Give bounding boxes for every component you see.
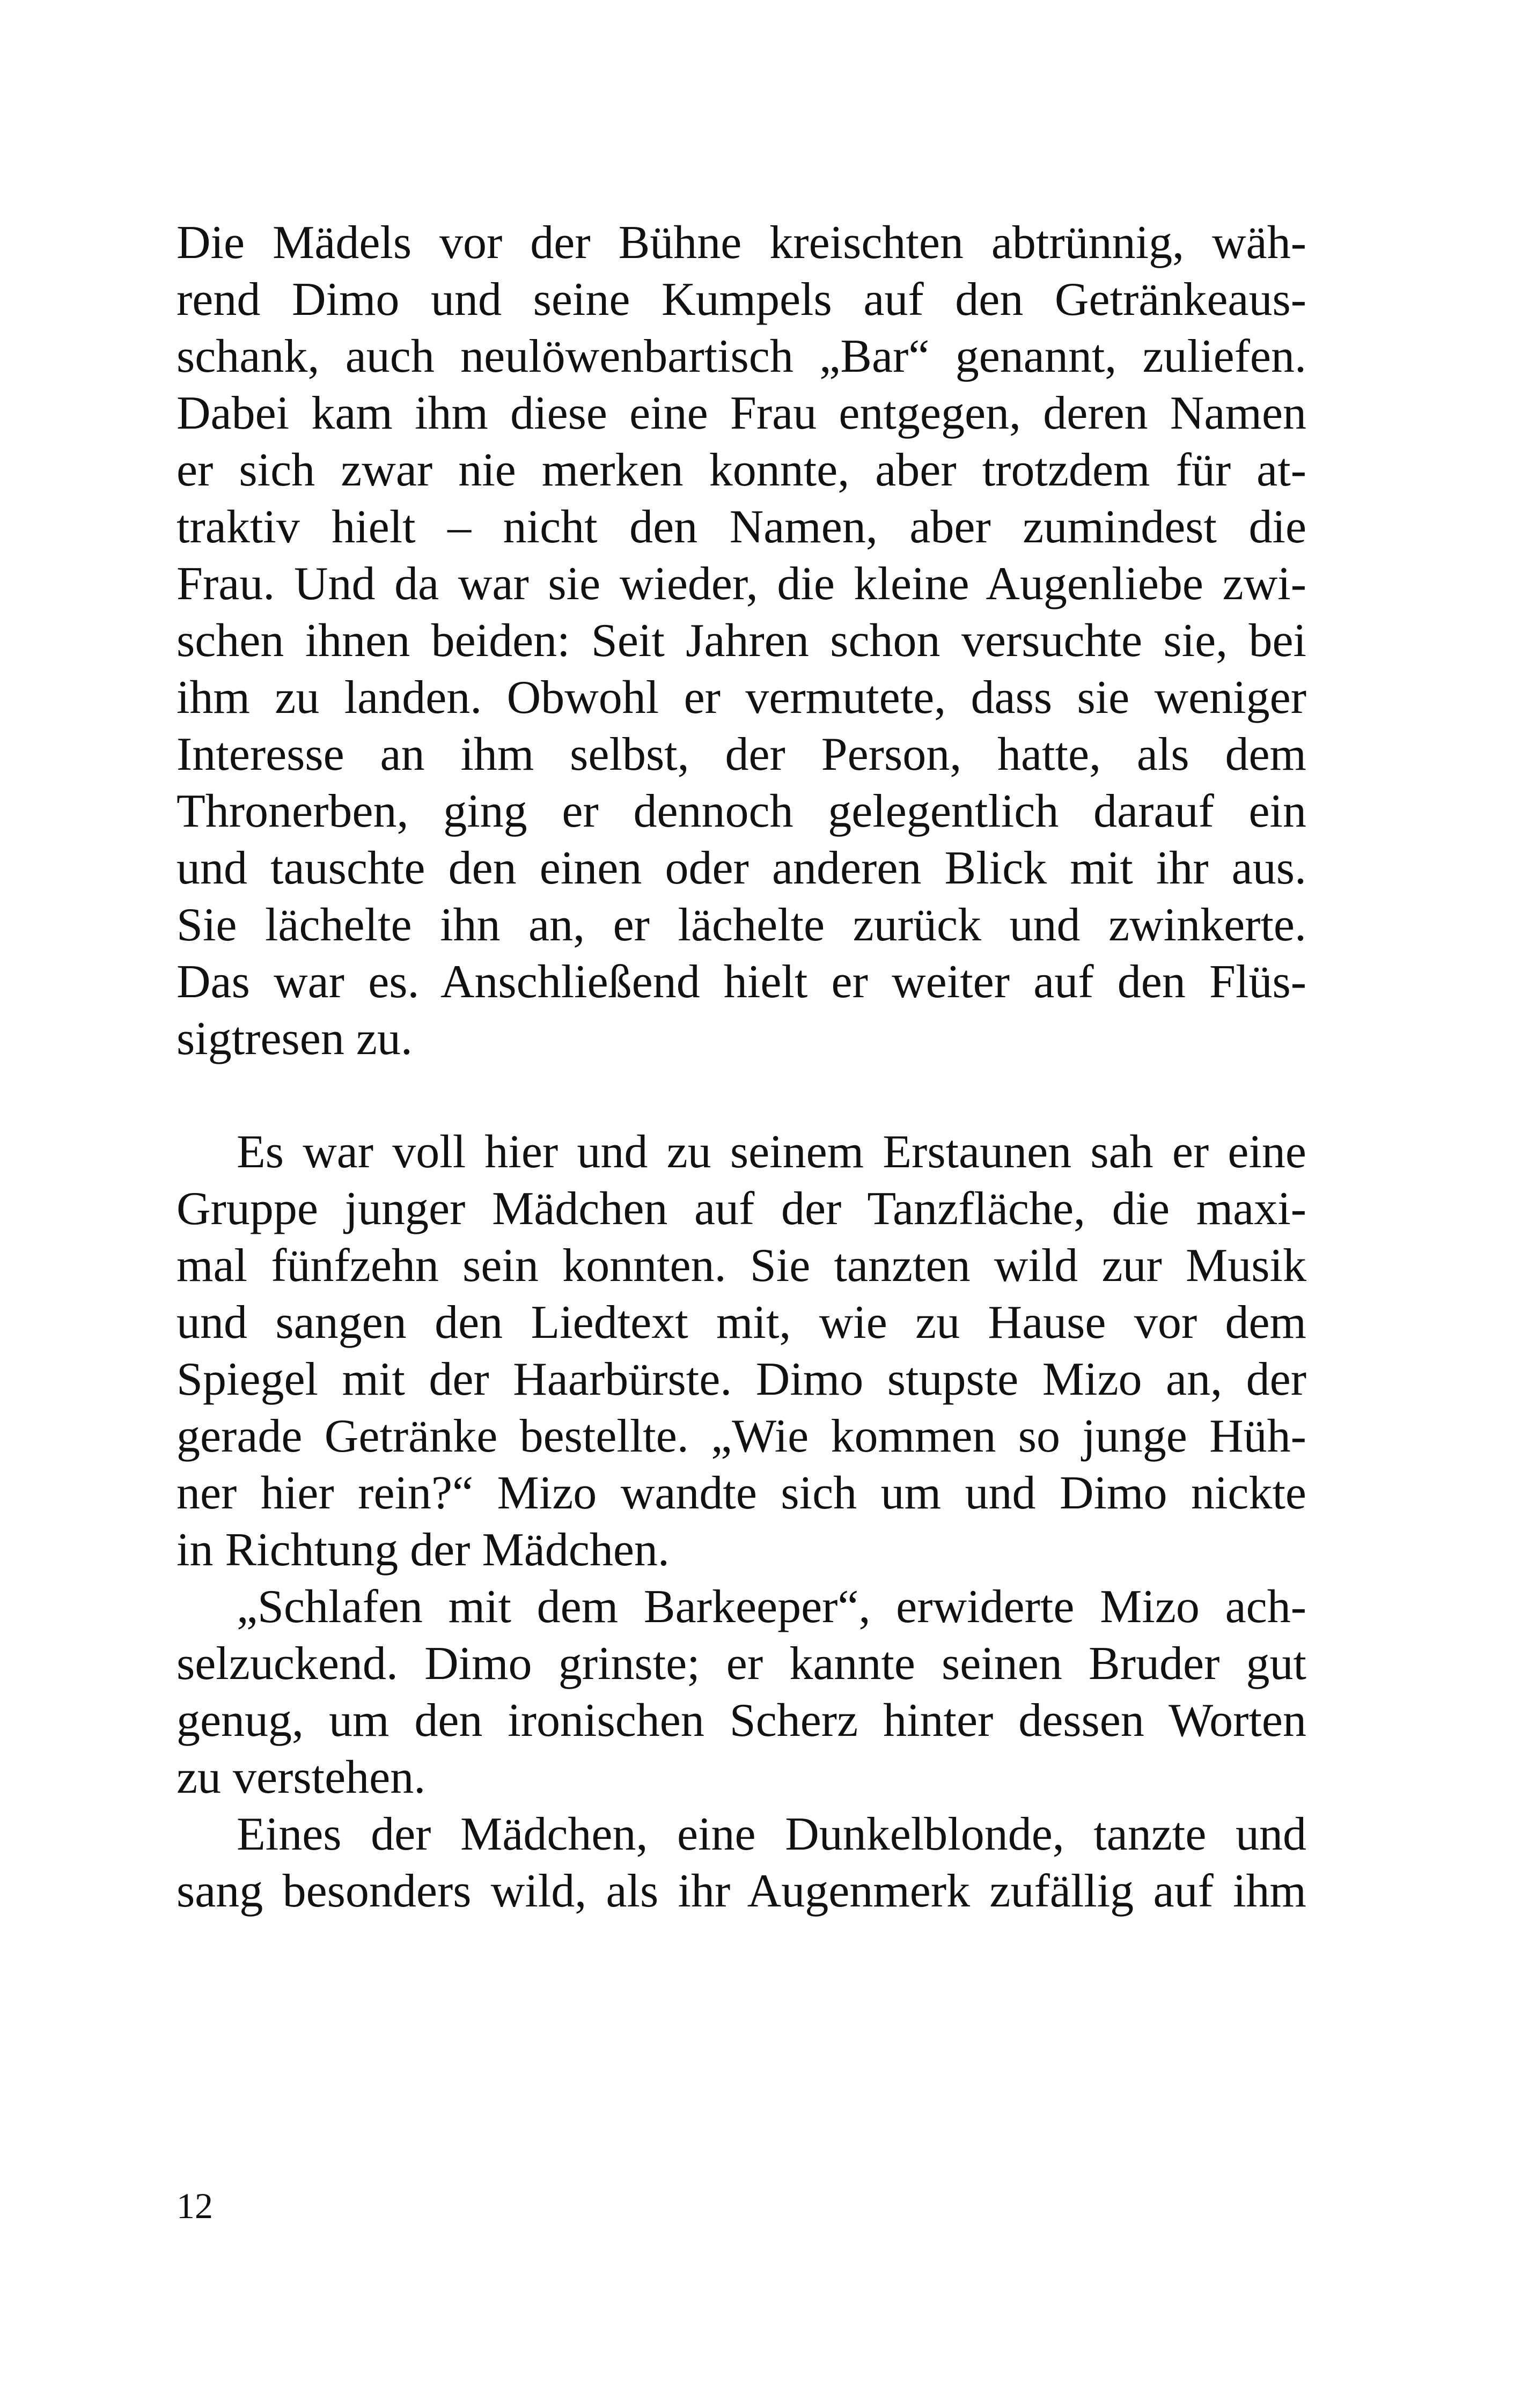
text-line: Thronerben, ging er dennoch gelegentlich darauf ein xyxy=(177,785,1306,837)
text-line: mal fünfzehn sein konnten. Sie tanzten wild zur Musik xyxy=(177,1240,1306,1292)
text-line: rend Dimo und seine Kumpels auf den Getränkeaus- xyxy=(177,274,1306,326)
text-line: Eines der Mädchen, eine Dunkelblonde, tanzte und xyxy=(237,1808,1306,1860)
text-line: schank, auch neulöwenbartisch „Bar“ genannt, zuliefen. xyxy=(177,330,1306,382)
text-line: gerade Getränke bestellte. „Wie kommen so junge Hüh- xyxy=(177,1410,1306,1462)
text-line: selzuckend. Dimo grinste; er kannte seinen Bruder gut xyxy=(177,1638,1306,1690)
text-line: in Richtung der Mädchen. xyxy=(177,1524,670,1576)
text-line: ihm zu landen. Obwohl er vermutete, dass sie weniger xyxy=(177,672,1306,724)
paragraph-1 xyxy=(177,215,1306,1067)
text-line: und tauschte den einen oder anderen Blick mit ihr aus. xyxy=(177,842,1306,894)
text-line: traktiv hielt – nicht den Namen, aber zumindest die xyxy=(177,501,1306,553)
text-line: „Schlafen mit dem Barkeeper“, erwiderte Mizo ach- xyxy=(237,1581,1306,1633)
text-line: Das war es. Anschließend hielt er weiter auf den Flüs- xyxy=(177,956,1306,1008)
text-line: Spiegel mit der Haarbürste. Dimo stupste Mizo an, der xyxy=(177,1353,1306,1405)
text-line: Die Mädels vor der Bühne kreischten abtrünnig, wäh- xyxy=(177,217,1306,269)
paragraph-4 xyxy=(177,1806,1306,1920)
text-line: genug, um den ironischen Scherz hinter dessen Worten xyxy=(177,1695,1306,1747)
text-line: Es war voll hier und zu seinem Erstaunen sah er eine xyxy=(237,1126,1306,1178)
text-line: Interesse an ihm selbst, der Person, hatte, als dem xyxy=(177,728,1306,780)
paragraph-3 xyxy=(177,1579,1306,1806)
text-line: Sie lächelte ihn an, er lächelte zurück und zwinkerte. xyxy=(177,899,1306,951)
text-line: Dabei kam ihm diese eine Frau entgegen, deren Namen xyxy=(177,387,1306,439)
text-line: und sangen den Liedtext mit, wie zu Hause vor dem xyxy=(177,1297,1306,1349)
text-line: sang besonders wild, als ihr Augenmerk zufällig auf ihm xyxy=(177,1865,1306,1917)
page-number: 12 xyxy=(177,2185,213,2226)
paragraph-2 xyxy=(177,1124,1306,1579)
paragraph-group xyxy=(177,1124,1306,1920)
text-line: Frau. Und da war sie wieder, die kleine Augenliebe zwi- xyxy=(177,558,1306,610)
text-line: zu verstehen. xyxy=(177,1751,426,1803)
text-line: schen ihnen beiden: Seit Jahren schon versuchte sie, bei xyxy=(177,615,1306,667)
text-line: sigtresen zu. xyxy=(177,1013,413,1065)
text-line: ner hier rein?“ Mizo wandte sich um und Dimo nickte xyxy=(177,1467,1306,1519)
text-line: er sich zwar nie merken konnte, aber trotzdem für at- xyxy=(177,444,1306,496)
text-line: Gruppe junger Mädchen auf der Tanzfläche, die maxi- xyxy=(177,1183,1306,1235)
